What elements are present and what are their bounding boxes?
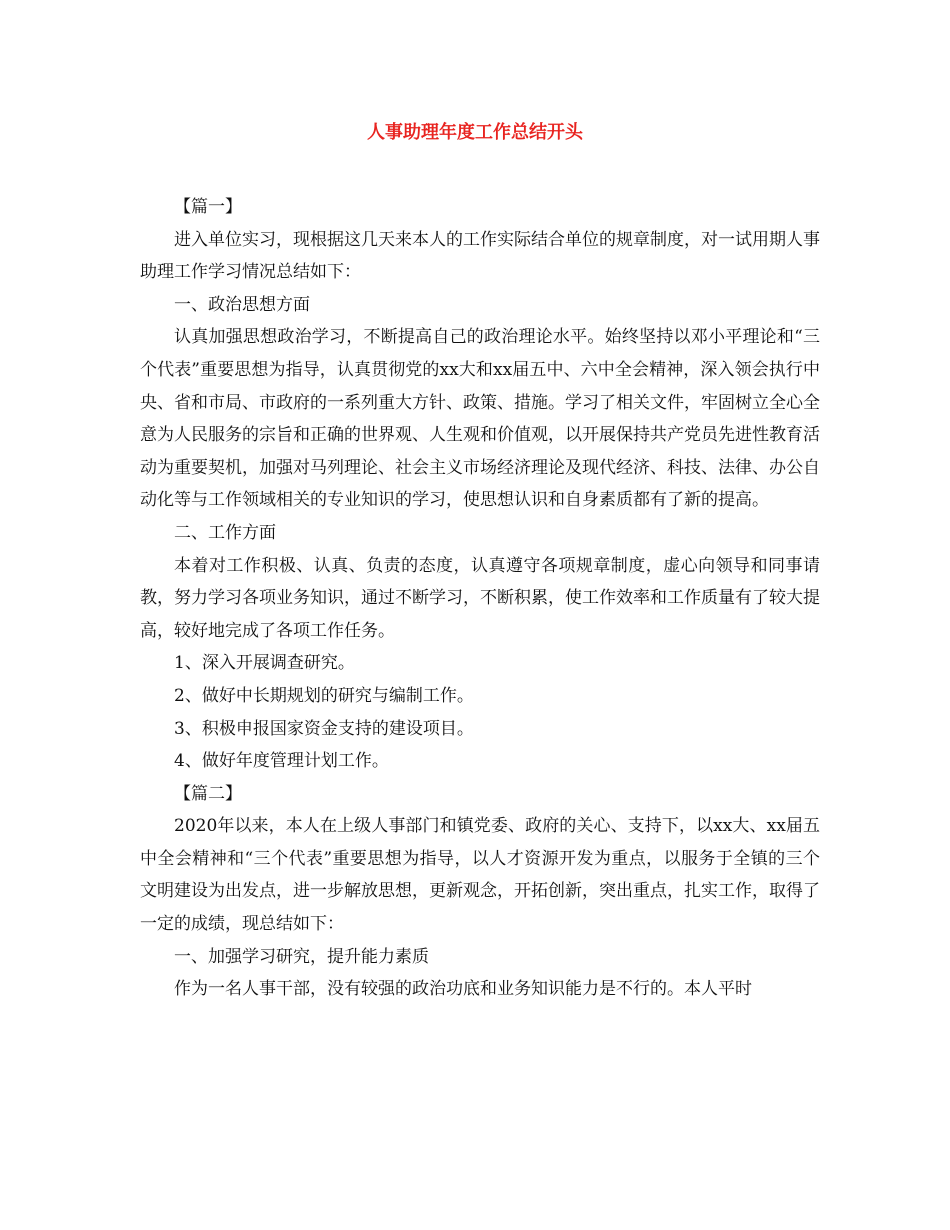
document-body — [140, 191, 820, 1006]
document-title: 人事助理年度工作总结开头 — [367, 122, 583, 143]
section-heading-work: 二、工作方面 — [174, 522, 276, 543]
list-item: 4、做好年度管理计划工作。 — [174, 751, 389, 772]
section-heading-part1: 【篇一】 — [174, 197, 242, 217]
section-heading-politics: 一、政治思想方面 — [174, 294, 310, 315]
study-paragraph: 作为一名人事干部，没有较强的政治功底和业务知识能力是不行的。本人平时 — [174, 979, 752, 1000]
section-heading-part2: 【篇二】 — [174, 783, 242, 804]
intro-paragraph: 进入单位实习，现根据这几天来本人的工作实际结合单位的规章制度，对一试用期人事助理工作学习情况总结如下： — [140, 229, 820, 283]
list-item: 2、做好中长期规划的研究与编制工作。 — [174, 685, 474, 706]
politics-paragraph: 认真加强思想政治学习，不断提高自己的政治理论水平。始终坚持以邓小平理论和“三个代表”重要思想为指导，认真贯彻党的xx大和xx届五中、六中全会精神，深入领会执行中央、省和市局、市政府的一系列重大方针、政策、措施。学习了相关文件，牢固树立全心全意为人民服务的宗旨和正确的世界观、人生观和价值观，以开展保持共产党员先进性教育活动为重要契机，加强对马列理论、社会主义市场经济理论及现代经济、科技、法律、办公自动化等与工作领域相关的专业知识的学习，使思想认识和自身素质都有了新的提高。 — [140, 327, 820, 511]
list-item: 1、深入开展调查研究。 — [174, 653, 355, 674]
part2-intro-paragraph: 2020年以来，本人在上级人事部门和镇党委、政府的关心、支持下，以xx大、xx届五中全会精神和“三个代表”重要思想为指导，以人才资源开发为重点，以服务于全镇的三个文明建设为出发点，进一步解放思想，更新观念，开拓创新，突出重点，扎实工作，取得了一定的成绩，现总结如下： — [140, 816, 820, 935]
work-paragraph: 本着对工作积极、认真、负责的态度，认真遵守各项规章制度，虚心向领导和同事请教，努力学习各项业务知识，通过不断学习，不断积累，使工作效率和工作质量有了较大提高，较好地完成了各项工作任务。 — [140, 555, 820, 641]
section-heading-study: 一、加强学习研究，提升能力素质 — [174, 946, 429, 967]
list-item: 3、积极申报国家资金支持的建设项目。 — [174, 718, 474, 739]
